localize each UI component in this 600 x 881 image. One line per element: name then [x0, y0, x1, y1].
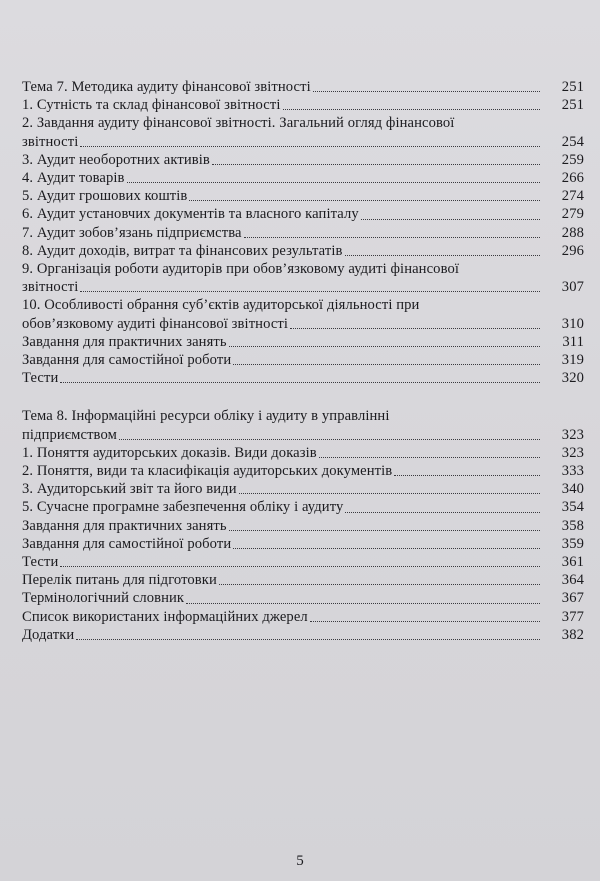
- dot-leader: [80, 146, 540, 147]
- toc-entry[interactable]: [22, 553, 584, 571]
- toc-entry[interactable]: [22, 169, 584, 187]
- dot-leader: [239, 493, 540, 494]
- toc-entry[interactable]: [22, 369, 584, 387]
- dot-leader: [212, 164, 540, 165]
- toc-entry-page: 274: [561, 188, 584, 205]
- toc-entry[interactable]: [22, 296, 584, 332]
- toc-entry[interactable]: [22, 608, 584, 626]
- toc-entry[interactable]: [22, 351, 584, 369]
- dot-leader: [313, 91, 540, 92]
- dot-leader: [60, 382, 540, 383]
- toc-entry-title: Тема 8. Інформаційні ресурси обліку і аудиту в управлінні: [22, 408, 390, 425]
- toc-entry[interactable]: [22, 224, 584, 242]
- toc-entry-title: Перелік питань для підготовки: [22, 572, 217, 589]
- dot-leader: [345, 255, 540, 256]
- toc-section: [22, 78, 584, 387]
- toc-entry-title: 8. Аудит доходів, витрат та фінансових результатів: [22, 242, 343, 259]
- table-of-contents: [22, 78, 584, 644]
- toc-entry[interactable]: [22, 96, 584, 114]
- toc-entry-title: 3. Аудиторський звіт та його види: [22, 481, 237, 498]
- dot-leader: [233, 548, 540, 549]
- toc-entry-page: 340: [561, 481, 584, 498]
- toc-entry-page: 367: [561, 590, 584, 607]
- dot-leader: [229, 346, 540, 347]
- toc-entry-title: 1. Поняття аудиторських доказів. Види доказів: [22, 444, 317, 461]
- toc-entry[interactable]: [22, 480, 584, 498]
- toc-entry[interactable]: [22, 242, 584, 260]
- toc-entry-title: 2. Завдання аудиту фінансової звітності. Загальний огляд фінансової: [22, 115, 455, 132]
- toc-entry-title: Завдання для практичних занять: [22, 517, 227, 534]
- dot-leader: [80, 291, 540, 292]
- toc-entry[interactable]: [22, 498, 584, 516]
- toc-entry[interactable]: [22, 78, 584, 96]
- toc-entry[interactable]: [22, 517, 584, 535]
- toc-entry-page: 382: [561, 626, 584, 643]
- toc-entry-title-continued: обов’язковому аудиті фінансової звітності: [22, 315, 289, 332]
- toc-entry-page: 310: [561, 315, 584, 332]
- toc-entry-title: Додатки: [22, 626, 75, 643]
- toc-entry-page: 254: [561, 133, 584, 150]
- toc-entry-title: Тести: [22, 554, 59, 571]
- toc-entry[interactable]: [22, 187, 584, 205]
- dot-leader: [219, 584, 540, 585]
- toc-entry[interactable]: [22, 462, 584, 480]
- dot-leader: [119, 439, 540, 440]
- toc-entry-title: 6. Аудит установчих документів та власного капіталу: [22, 206, 359, 223]
- dot-leader: [186, 603, 540, 604]
- toc-entry-page: 259: [561, 151, 584, 168]
- toc-entry-page: 319: [561, 352, 584, 369]
- toc-entry[interactable]: [22, 205, 584, 223]
- toc-entry-page: 323: [561, 426, 584, 443]
- toc-entry-page: 377: [561, 608, 584, 625]
- toc-entry[interactable]: [22, 571, 584, 589]
- page-number: 5: [296, 853, 304, 869]
- toc-entry-page: 307: [561, 279, 584, 296]
- toc-entry[interactable]: [22, 444, 584, 462]
- toc-entry-title: 1. Сутність та склад фінансової звітності: [22, 97, 281, 114]
- dot-leader: [319, 457, 540, 458]
- toc-entry-title: 2. Поняття, види та класифікація аудиторських документів: [22, 463, 393, 480]
- toc-entry-page: 279: [561, 206, 584, 223]
- dot-leader: [229, 530, 540, 531]
- toc-entry-title: Термінологічний словник: [22, 590, 185, 607]
- toc-entry-page: 364: [561, 572, 584, 589]
- toc-entry-title: 5. Сучасне програмне забезпечення обліку і аудиту: [22, 499, 344, 516]
- toc-entry[interactable]: [22, 589, 584, 607]
- toc-entry-title: 10. Особливості обрання суб’єктів аудиторської діяльності при: [22, 297, 420, 314]
- dot-leader: [60, 566, 540, 567]
- dot-leader: [283, 109, 541, 110]
- toc-entry-page: 320: [561, 370, 584, 387]
- dot-leader: [290, 328, 540, 329]
- toc-entry-title-continued: звітності: [22, 279, 79, 296]
- toc-entry-page: 296: [561, 242, 584, 259]
- dot-leader: [233, 364, 540, 365]
- toc-entry-title: Тема 7. Методика аудиту фінансової звітності: [22, 79, 311, 95]
- toc-entry-title: Тести: [22, 370, 59, 387]
- toc-entry-title: 5. Аудит грошових коштів: [22, 188, 188, 205]
- dot-leader: [189, 200, 540, 201]
- toc-entry-page: 311: [562, 333, 584, 350]
- toc-entry-page: 251: [561, 79, 584, 95]
- toc-entry-title: Список використаних інформаційних джерел: [22, 608, 308, 625]
- toc-entry[interactable]: [22, 535, 584, 553]
- dot-leader: [244, 237, 540, 238]
- dot-leader: [345, 512, 540, 513]
- toc-entry-page: 323: [561, 444, 584, 461]
- toc-entry-page: 358: [561, 517, 584, 534]
- toc-entry[interactable]: [22, 151, 584, 169]
- toc-entry-title-continued: звітності: [22, 133, 79, 150]
- toc-entry[interactable]: [22, 626, 584, 644]
- toc-entry-page: 266: [561, 170, 584, 187]
- dot-leader: [127, 182, 540, 183]
- toc-entry[interactable]: [22, 407, 584, 443]
- toc-entry-title-continued: підприємством: [22, 426, 117, 443]
- toc-section: [22, 407, 584, 644]
- toc-entry-title: 9. Організація роботи аудиторів при обов’язковому аудиті фінансової: [22, 261, 460, 278]
- toc-entry[interactable]: [22, 260, 584, 296]
- dot-leader: [310, 621, 540, 622]
- dot-leader: [361, 219, 540, 220]
- toc-entry[interactable]: [22, 333, 584, 351]
- toc-entry-page: 251: [561, 97, 584, 114]
- toc-entry-page: 354: [561, 499, 584, 516]
- dot-leader: [76, 639, 540, 640]
- toc-entry-page: 359: [561, 535, 584, 552]
- toc-entry-title: 3. Аудит необоротних активів: [22, 151, 210, 168]
- dot-leader: [394, 475, 540, 476]
- toc-entry-title: 7. Аудит зобов’язань підприємства: [22, 224, 242, 241]
- toc-entry[interactable]: [22, 114, 584, 150]
- toc-entry-title: 4. Аудит товарів: [22, 170, 125, 187]
- toc-entry-page: 288: [561, 224, 584, 241]
- toc-entry-page: 361: [561, 554, 584, 571]
- toc-entry-page: 333: [561, 463, 584, 480]
- toc-entry-title: Завдання для самостійної роботи: [22, 535, 232, 552]
- toc-entry-title: Завдання для самостійної роботи: [22, 352, 232, 369]
- toc-entry-title: Завдання для практичних занять: [22, 333, 227, 350]
